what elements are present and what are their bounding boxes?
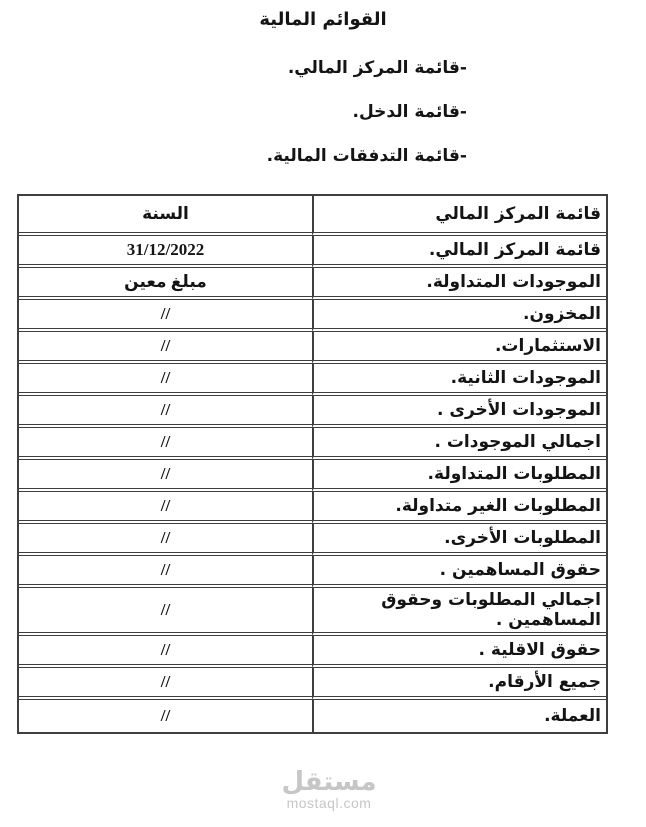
row-label-cell: حقوق الاقلية .: [312, 636, 606, 668]
row-value-cell: //: [19, 300, 312, 332]
table-row: [19, 396, 606, 428]
row-label-cell: اجمالي المطلوبات وحقوق المساهمين .: [312, 588, 606, 636]
watermark: [279, 768, 379, 810]
table-row: [19, 636, 606, 668]
mostaql-logo: مستقل: [281, 767, 377, 797]
statement-table-body: [19, 236, 606, 732]
row-label-cell: الموجودات المتداولة.: [312, 268, 606, 300]
row-label-cell: الموجودات الثانية.: [312, 364, 606, 396]
row-value-cell: مبلغ معين: [19, 268, 312, 300]
table-row: [19, 700, 606, 732]
table-row: [19, 268, 606, 300]
row-value-cell: //: [19, 636, 312, 668]
row-label-cell: المخزون.: [312, 300, 606, 332]
column-header-statement: قائمة المركز المالي: [312, 196, 606, 236]
row-label-cell: المطلوبات المتداولة.: [312, 460, 606, 492]
row-value-cell: //: [19, 492, 312, 524]
list-item-income-statement: -قائمة الدخل.: [352, 102, 467, 122]
table-row: [19, 428, 606, 460]
row-value-cell: //: [19, 556, 312, 588]
row-label-cell: المطلوبات الغير متداولة.: [312, 492, 606, 524]
row-label-cell: قائمة المركز المالي.: [312, 236, 606, 268]
table-row: [19, 300, 606, 332]
list-item-balance-sheet: -قائمة المركز المالي.: [287, 58, 467, 78]
statement-list: [0, 57, 646, 167]
financial-position-table: [17, 194, 608, 734]
row-label-cell: المطلوبات الأخرى.: [312, 524, 606, 556]
row-label-cell: حقوق المساهمين .: [312, 556, 606, 588]
row-value-cell: //: [19, 396, 312, 428]
row-value-cell: //: [19, 460, 312, 492]
table-row: [19, 668, 606, 700]
table-row: [19, 492, 606, 524]
document-title: القوائم المالية: [259, 9, 387, 30]
row-value-cell: //: [19, 524, 312, 556]
row-label-cell: جميع الأرقام.: [312, 668, 606, 700]
watermark-domain: mostaql.com: [286, 795, 372, 811]
document-page: [0, 9, 646, 811]
table-row: [19, 588, 606, 636]
column-header-year: السنة: [19, 196, 312, 236]
row-value-cell: //: [19, 428, 312, 460]
table-row: [19, 364, 606, 396]
row-label-cell: اجمالي الموجودات .: [312, 428, 606, 460]
list-item-cash-flows: -قائمة التدفقات المالية.: [266, 146, 467, 166]
table-header-row: [19, 196, 606, 236]
row-value-cell: //: [19, 332, 312, 364]
row-label-cell: الموجودات الأخرى .: [312, 396, 606, 428]
table-row: [19, 556, 606, 588]
row-label-cell: الاستثمارات.: [312, 332, 606, 364]
row-value-cell: //: [19, 364, 312, 396]
table-row: [19, 236, 606, 268]
table-row: [19, 460, 606, 492]
row-label-cell: العملة.: [312, 700, 606, 732]
row-value-cell: //: [160, 706, 171, 725]
table-row: [19, 524, 606, 556]
row-value-cell: 31/12/2022: [19, 236, 312, 268]
table-row: [19, 332, 606, 364]
row-value-cell: //: [19, 588, 312, 636]
row-value-cell: //: [19, 668, 312, 700]
